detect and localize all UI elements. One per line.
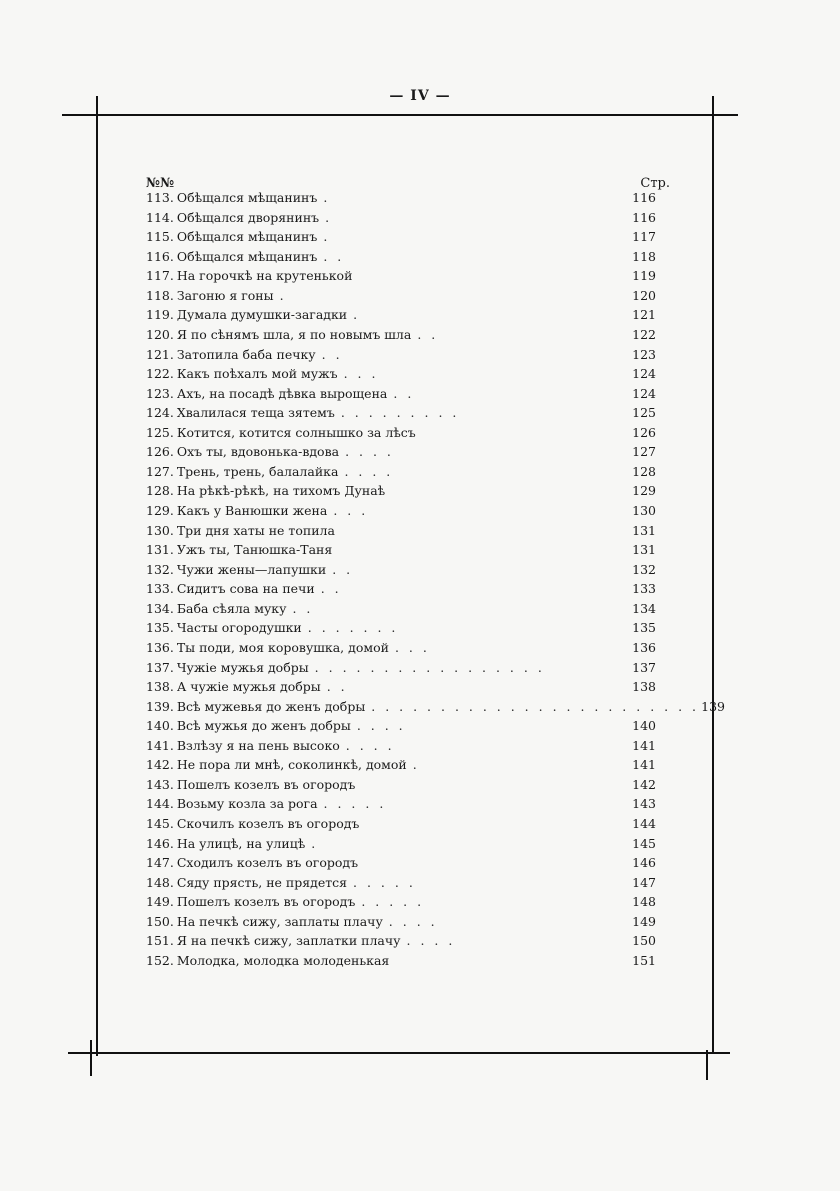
entry-title: Трень, трень, балалайка (176, 463, 339, 479)
entry-leader-dots: . . . (333, 503, 369, 518)
entry-number: 117. (146, 268, 174, 284)
entry-leader-dots: . . (417, 326, 439, 342)
entry-page: 117 (632, 229, 656, 245)
entry-title: Взлѣзу я на пень высоко (176, 737, 340, 753)
entry-number: 131. (146, 542, 174, 558)
entry-leader-dots: . (325, 209, 333, 225)
entry-title: Котится, котится солнышко за лѣсъ (176, 424, 416, 440)
entry-leader-dots: . . . (343, 366, 379, 382)
toc-entry (146, 347, 656, 367)
toc-entry (146, 249, 656, 269)
entry-leader-dots: . . (321, 346, 343, 362)
right-bottom-rule-stub (706, 1050, 708, 1080)
entry-number: 139. (146, 698, 174, 714)
entry-title: На улицѣ, на улицѣ (176, 835, 306, 851)
entry-number: 132. (146, 561, 174, 577)
entry-number: 136. (146, 639, 174, 655)
entry-leader-dots: . . (292, 600, 314, 616)
page-number: — IV — (389, 88, 451, 104)
entry-number: 128. (146, 483, 174, 499)
toc-entry (146, 738, 656, 758)
entry-leader-dots: . . . . . . . . . . . . . . . . . (314, 659, 545, 675)
entry-leader-dots: . (311, 835, 319, 851)
entry-title: Всѣ мужья до женъ добры (176, 718, 351, 734)
entry-number: 133. (146, 581, 174, 597)
entry-number: 140. (146, 718, 174, 734)
toc-entry (146, 894, 656, 914)
entry-title: Я на печкѣ сижу, заплатки плачу (176, 933, 401, 949)
right-frame-rule (712, 96, 714, 1054)
entry-title: А чужіе мужья добры (176, 679, 321, 695)
entry-page: 124 (632, 366, 656, 382)
toc-entry (146, 914, 656, 934)
entry-page: 149 (632, 913, 656, 929)
entry-number: 145. (146, 816, 174, 831)
entry-title: Сидитъ сова на печи (176, 581, 315, 597)
entry-title: Баба сѣяла муку (176, 600, 287, 616)
entry-leader-dots: . . (326, 679, 348, 695)
entry-number: 134. (146, 600, 174, 616)
toc-entry (146, 503, 656, 523)
entry-leader-dots: . . . . . (361, 894, 425, 910)
entry-title: Хвалилася теща зятемъ (176, 405, 335, 421)
entry-number: 113. (146, 190, 174, 205)
entry-leader-dots: . . . . (345, 737, 395, 753)
entry-leader-dots: . . (393, 385, 415, 401)
entry-number: 135. (146, 620, 174, 636)
entry-title: Обѣщался мѣщанинъ (176, 229, 318, 245)
entry-page: 116 (632, 190, 656, 205)
entry-title: Три дня хаты не топила (176, 522, 335, 538)
entry-page: 136 (632, 639, 656, 655)
entry-leader-dots: . . (332, 561, 354, 577)
entry-number: 116. (146, 248, 174, 264)
entry-number: 122. (146, 366, 174, 382)
entry-page: 143 (632, 796, 656, 812)
toc-entry (146, 757, 656, 777)
entry-leader-dots: . . . . (345, 444, 394, 460)
entry-title: Чужи жены—лапушки (176, 561, 327, 577)
entry-title: Пошелъ козелъ въ огородъ (176, 894, 356, 910)
toc-entry (146, 620, 656, 640)
entry-number: 148. (146, 874, 174, 890)
toc-entry (146, 523, 656, 543)
entry-number: 147. (146, 855, 174, 871)
entry-page: 142 (632, 776, 656, 792)
entry-number: 125. (146, 424, 174, 440)
toc-entry (146, 288, 656, 308)
entry-number: 143. (146, 776, 174, 792)
entry-title: Обѣщался мѣщанинъ (176, 190, 318, 205)
left-frame-rule (96, 116, 98, 1056)
entry-title: Скочилъ козелъ въ огородъ (176, 816, 360, 831)
toc-entry (146, 327, 656, 347)
entry-page: 122 (632, 326, 656, 342)
entry-page: 134 (632, 600, 656, 616)
entry-page: 141 (632, 737, 656, 753)
entry-number: 127. (146, 463, 174, 479)
entry-page: 144 (632, 816, 656, 831)
toc-entry (146, 464, 656, 484)
entry-page: 151 (632, 952, 656, 968)
entry-page: 129 (632, 483, 656, 499)
entry-page: 116 (632, 209, 656, 225)
toc-entry (146, 933, 656, 953)
entry-page: 120 (632, 287, 656, 303)
entry-page: 118 (632, 248, 656, 264)
entry-title: Обѣщался мѣщанинъ (176, 248, 318, 264)
entry-leader-dots: . . . . (388, 913, 438, 929)
entry-page: 119 (632, 268, 656, 284)
toc-entry (146, 679, 656, 699)
toc-entry (146, 601, 656, 621)
entry-leader-dots: . . (320, 581, 342, 597)
entry-page: 133 (632, 581, 656, 597)
toc-entry (146, 953, 656, 973)
entry-leader-dots: . . . (394, 639, 430, 655)
entry-page: 130 (632, 503, 656, 518)
entry-title: Ужъ ты, Танюшка-Таня (176, 542, 333, 558)
toc-entry (146, 836, 656, 856)
entry-number: 141. (146, 737, 174, 753)
toc-entry (146, 816, 656, 836)
entry-number: 120. (146, 326, 174, 342)
entry-number: 126. (146, 444, 174, 460)
entry-title: Возьму козла за рога (176, 796, 318, 812)
entry-number: 115. (146, 229, 174, 245)
entry-page: 125 (632, 405, 656, 421)
entry-page: 124 (632, 385, 656, 401)
toc-entry (146, 425, 656, 445)
entry-page: 127 (632, 444, 656, 460)
toc-entry (146, 386, 656, 406)
toc-entry (146, 268, 656, 288)
entry-title: Чужіе мужья добры (176, 659, 309, 675)
entry-number: 138. (146, 679, 174, 695)
entry-number: 119. (146, 307, 174, 323)
entry-title: Какъ поѣхалъ мой мужъ (176, 366, 338, 382)
toc-entry (146, 483, 656, 503)
entry-number: 124. (146, 405, 174, 421)
entry-number: 146. (146, 835, 174, 851)
entry-page: 148 (632, 894, 656, 910)
entry-page: 135 (632, 620, 656, 636)
bottom-rule (68, 1052, 730, 1054)
entry-number: 149. (146, 894, 174, 910)
entry-number: 121. (146, 346, 174, 362)
number-column-label: №№ (146, 176, 175, 191)
entry-number: 130. (146, 522, 174, 538)
entry-leader-dots: . (323, 229, 331, 245)
top-rule (62, 114, 738, 116)
toc-entry (146, 660, 656, 680)
entry-leader-dots: . (412, 757, 420, 773)
entry-title: На горочкѣ на крутенькой (176, 268, 353, 284)
entry-title: Охъ ты, вдовонька-вдова (176, 444, 340, 460)
entry-title: На рѣкѣ-рѣкѣ, на тихомъ Дунаѣ (176, 483, 386, 499)
toc-entry (146, 581, 656, 601)
toc-entry (146, 640, 656, 660)
entry-title: Сходилъ козелъ въ огородъ (176, 855, 359, 871)
entry-number: 152. (146, 952, 174, 968)
entry-page: 146 (632, 855, 656, 871)
entry-page: 138 (632, 679, 656, 695)
entry-title: Ахъ, на посадѣ дѣвка вырощена (176, 385, 388, 401)
entry-leader-dots: . . . . . . . (307, 620, 399, 636)
entry-number: 142. (146, 757, 174, 773)
entry-leader-dots: . . (323, 248, 345, 264)
toc-entry (146, 875, 656, 895)
entry-page: 123 (632, 346, 656, 362)
entry-page: 139 (701, 698, 726, 714)
entry-leader-dots: . . . . . (323, 796, 387, 812)
entry-leader-dots: . . . . . . . . . . . . . . . . . . . . . . . . (371, 698, 700, 714)
entry-title: Затопила баба печку (176, 346, 316, 362)
entry-title: Молодка, молодка молоденькая (176, 952, 390, 968)
entry-title: Всѣ мужевья до женъ добры (176, 698, 366, 714)
entry-title: Загоню я гоны (176, 287, 274, 303)
toc-entry (146, 229, 656, 249)
toc-entry (146, 718, 656, 738)
toc-entry (146, 796, 656, 816)
entry-number: 144. (146, 796, 174, 812)
entry-number: 151. (146, 933, 174, 949)
entry-number: 137. (146, 659, 174, 675)
entry-page: 150 (632, 933, 656, 949)
entry-leader-dots: . . . . . . . . . (340, 405, 460, 421)
entry-title: Обѣщался дворянинъ (176, 209, 320, 225)
entry-title: На печкѣ сижу, заплаты плачу (176, 913, 383, 929)
entry-page: 131 (632, 522, 656, 538)
entry-title: Сяду прясть, не прядется (176, 874, 348, 890)
toc-entry (146, 855, 656, 875)
toc-entry (146, 366, 656, 386)
entry-page: 121 (632, 307, 656, 323)
entry-page: 132 (632, 561, 656, 577)
entry-number: 114. (146, 209, 174, 225)
entry-page: 131 (632, 542, 656, 558)
entry-leader-dots: . (323, 190, 331, 205)
entry-title: Пошелъ козелъ въ огородъ (176, 776, 356, 792)
toc-entry (146, 190, 656, 210)
entry-page: 137 (632, 659, 656, 675)
entry-title: Не пора ли мнѣ, соколинкѣ, домой (176, 757, 407, 773)
entry-number: 150. (146, 913, 174, 929)
entry-leader-dots: . . . . (344, 463, 394, 479)
entry-title: Какъ у Ванюшки жена (176, 503, 328, 518)
entry-title: Ты поди, моя коровушка, домой (176, 639, 389, 655)
entry-page: 147 (632, 874, 656, 890)
entry-number: 123. (146, 385, 174, 401)
entry-leader-dots: . . . . (406, 933, 456, 949)
toc-entry (146, 542, 656, 562)
toc-entry (146, 307, 656, 327)
entry-title: Часты огородушки (176, 620, 302, 636)
left-bottom-rule-stub (90, 1040, 92, 1076)
toc-entry (146, 562, 656, 582)
entry-leader-dots: . (353, 307, 361, 323)
entry-title: Я по сѣнямъ шла, я по новымъ шла (176, 326, 412, 342)
toc-entry (146, 444, 656, 464)
entry-title: Думала думушки-загадки (176, 307, 348, 323)
page-column-label: Стр. (640, 176, 670, 191)
entry-page: 126 (632, 424, 656, 440)
toc-entry (146, 405, 656, 425)
table-of-contents (146, 190, 726, 973)
entry-leader-dots: . . . . . (353, 874, 416, 890)
entry-leader-dots: . (279, 287, 287, 303)
entry-page: 141 (632, 757, 656, 773)
entry-number: 118. (146, 287, 174, 303)
entry-page: 145 (632, 835, 656, 851)
entry-page: 140 (632, 718, 656, 734)
entry-leader-dots: . . . . (356, 718, 406, 734)
entry-page: 128 (632, 463, 656, 479)
entry-number: 129. (146, 503, 174, 518)
toc-entry (146, 698, 726, 719)
toc-entry (146, 777, 656, 797)
toc-entry (146, 210, 656, 230)
